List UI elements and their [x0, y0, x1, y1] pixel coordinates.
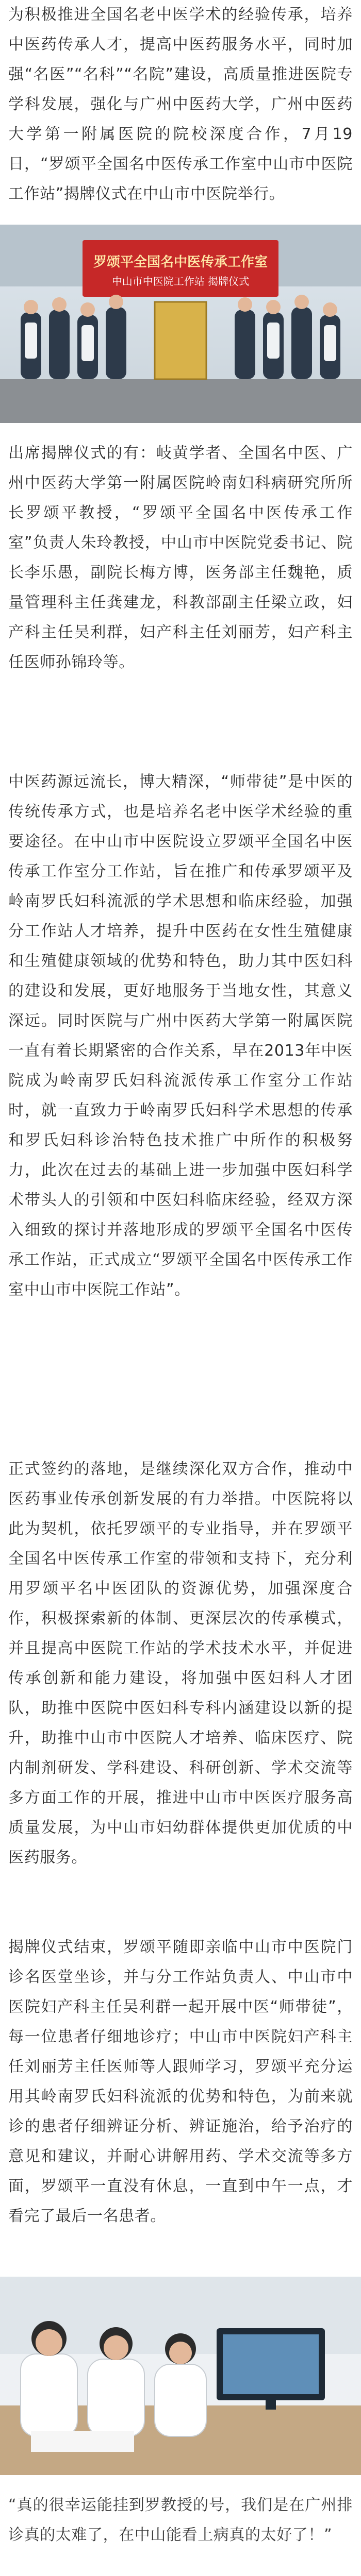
paragraph-signing: 正式签约的落地，是继续深化双方合作，推动中医药事业传承创新发展的有力举措。中医院将以此为契机，依托罗颂平的专业指导，并在罗颂平全国名中医传承工作室的带领和支持下，充分利用罗颂平名中医团队的资源优势，加强深度合作，积极探索新的体制、更深层次的传承模式，并且提高中医院工作站的学术技术水平，并促进传承创新和能力建设，将加强中医妇科人才团队，助推中医院中医妇科专科内涵建设以新的提升，助推中山市中医院人才培养、临床医疗、院内制剂研发、学科建设、科研创新、学术交流等多方面工作的开展，推进中山市中医医疗服务高质量发展，为中山市妇幼群体提供更加优质的中医药服务。 — [8, 1460, 353, 1867]
paragraph-consultation: 揭牌仪式结束，罗颂平随即亲临中山市中医院门诊名医堂坐诊，并与分工作站负责人、中山市中医院妇产科主任吴利群一起开展中医“师带徒”，每一位患者仔细地诊疗；中山市中医院妇产科主任刘丽芳主任医师等人跟师学习，罗颂平充分运用其岭南罗氏妇科流派的优势和特色，为前来就诊的患者仔细辨证分析、辨证施治，给予治疗的意见和建议，并耐心讲解用药、学术交流等多方面，罗颂平一直没有休息，一直到中午一点，才看完了最后一名患者。 — [8, 1938, 353, 2225]
paragraph-attendees: 出席揭牌仪式的有：岐黄学者、全国名中医、广州中医药大学第一附属医院岭南妇科病研究所所长罗颂平教授，“罗颂平全国名中医传承工作室”负责人朱玲教授，中山市中医院党委书记、院长李乐愚，副院长梅方博，医务部主任魏艳，质量管理科主任龚建龙，科教部副主任梁立政，妇产科主任吴利群，妇产科主任刘丽芳，妇产科主任医师孙锦玲等。 — [8, 444, 353, 671]
paragraph-intro: 为积极推进全国名老中医学术的经验传承，培养中医药传承人才，提高中医药服务水平，同时加强“名医”“名科”“名院”建设，高质量推进医院专学科发展，强化与广州中医药大学，广州中医药大学第一附属医院的院校深度合作，7月19日，“罗颂平全国名中医传承工作室中山市中医院工作站”揭牌仪式在中山市中医院举行。 — [8, 6, 353, 203]
photo-ceremony-group — [0, 225, 361, 423]
paper-sheet — [31, 2431, 134, 2452]
paragraph-significance: 中医药源远流长，博大精深，“师带徒”是中医的传统传承方式，也是培养名老中医学术经验的重要途径。在中山市中医院设立罗颂平全国名中医传承工作室分工作站，旨在推广和传承罗颂平及岭南罗氏妇科流派的学术思想和临床经验，加强分工作站人才培养，提升中医药在女性生殖健康和生殖健康领域的优势和特色，助力其中医妇科的建设和发展，更好地服务于当地女性，其意义深远。同时医院与广州中医药大学第一附属医院一直有着长期紧密的合作关系，早在2013年中医院成为岭南罗氏妇科流派传承工作室分工作站时，就一直致力于岭南罗氏妇科学术思想的传承和罗氏妇科诊治特色技术推广中所作的积极努力，此次在过去的基础上进一步加强中医妇科学术带头人的引领和中医妇科临床经验，经双方深入细致的探讨并落地形成的罗颂平全国名中医传承工作站，正式成立“罗颂平全国名中医传承工作室中山市中医院工作站”。 — [8, 773, 353, 1299]
photo-consultation — [0, 2277, 361, 2475]
plaque-shape — [155, 302, 206, 379]
patient-quote-1: “真的很幸运能挂到罗教授的号，我们是在广州排诊真的太难了，在中山能看上病真的太好了！” — [8, 2496, 353, 2544]
consultation-image — [0, 2277, 361, 2475]
banner-title: 罗颂平全国名中医传承工作室 — [93, 255, 268, 270]
banner-subtitle: 中山市中医院工作站 揭牌仪式 — [111, 275, 250, 287]
